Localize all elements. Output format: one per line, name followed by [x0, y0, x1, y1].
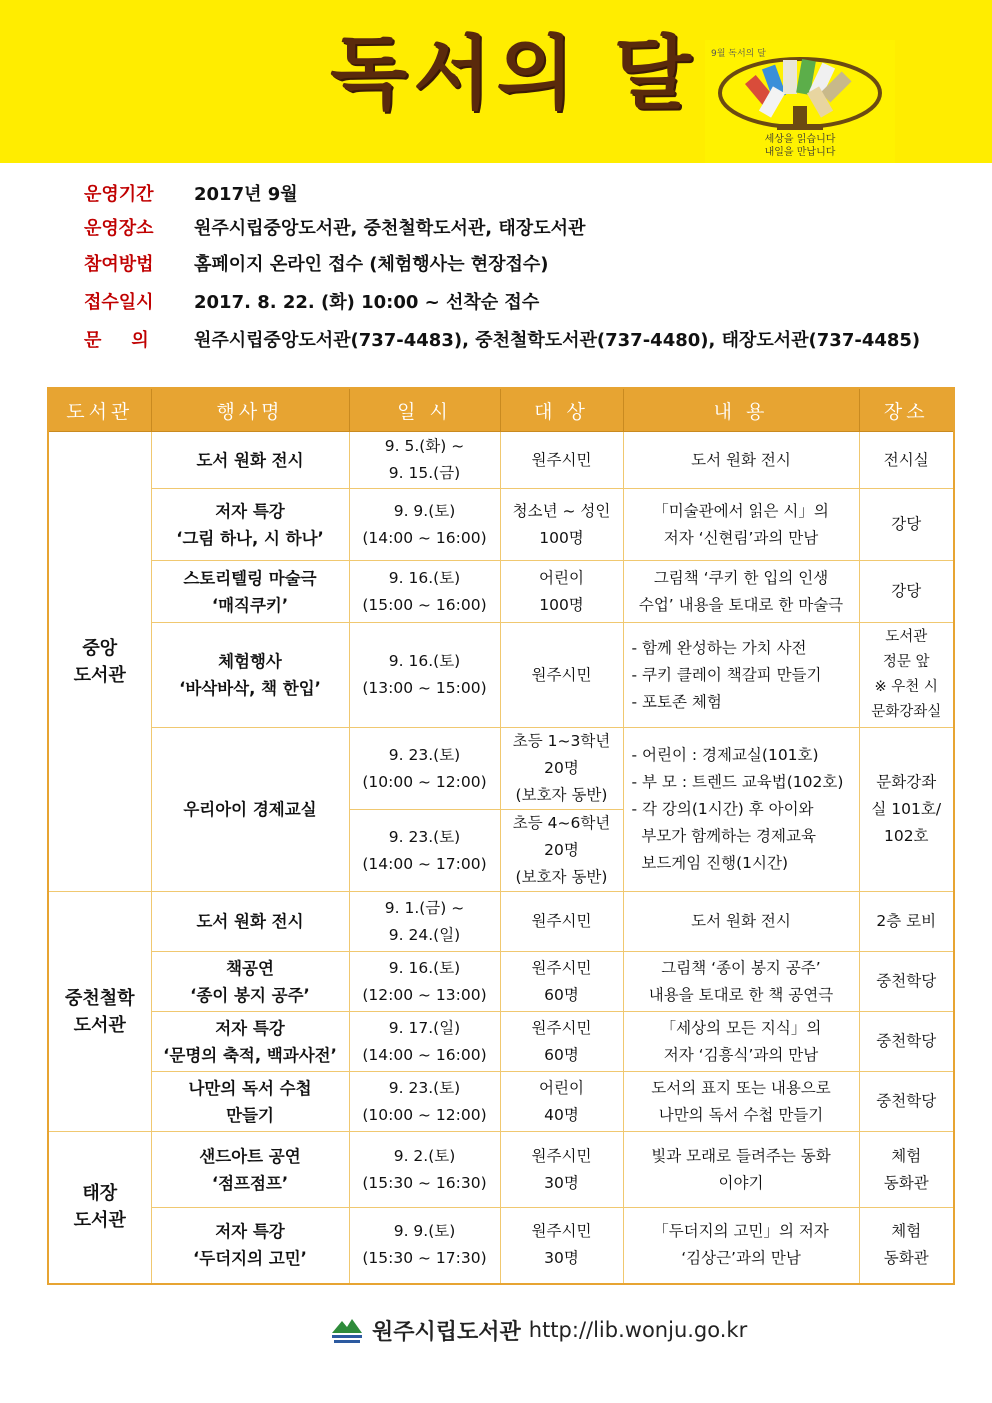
event-name: 도서 원화 전시: [151, 892, 349, 952]
library-url-link[interactable]: http://lib.wonju.go.kr: [528, 1318, 748, 1342]
info-row-period: [84, 178, 298, 208]
event-target: 원주시민 30명: [500, 1208, 623, 1284]
event-date: 9. 9.(토) (15:30 ~ 17:30): [349, 1208, 500, 1284]
event-content: 「미술관에서 읽은 시」의 저자 ‘신현림’과의 만남: [623, 489, 859, 561]
info-value: 홈페이지 온라인 접수 (체험행사는 현장접수): [194, 254, 549, 275]
event-content: 그림책 ‘종이 봉지 공주’ 내용을 토대로 한 책 공연극: [623, 952, 859, 1012]
table-row: [48, 1072, 954, 1132]
event-date: 9. 23.(토) (10:00 ~ 12:00): [349, 1072, 500, 1132]
event-content: 그림책 ‘쿠키 한 입의 인생 수업’ 내용을 토대로 한 마술극: [623, 561, 859, 623]
info-label: 문의: [84, 330, 179, 351]
table-row: [48, 561, 954, 623]
info-value: 원주시립중앙도서관, 중천철학도서관, 태장도서관: [194, 218, 586, 239]
event-date: 9. 16.(토) (15:00 ~ 16:00): [349, 561, 500, 623]
banner: [0, 0, 992, 163]
library-cell: 중천철학 도서관: [48, 892, 151, 1132]
event-date: 9. 23.(토) (14:00 ~ 17:00): [349, 810, 500, 892]
page-title: 독서의 달: [330, 27, 697, 120]
event-name: 스토리텔링 마술극 ‘매직쿠키’: [151, 561, 349, 623]
header-event: 행사명: [151, 388, 349, 432]
event-name: 나만의 독서 수첩 만들기: [151, 1072, 349, 1132]
footer: [330, 1310, 747, 1350]
event-target: 원주시민 30명: [500, 1132, 623, 1208]
event-name: 저자 특강 ‘문명의 축적, 백과사전’: [151, 1012, 349, 1072]
event-name: 체험행사 ‘바삭바삭, 책 한입’: [151, 623, 349, 728]
event-target: 원주시민: [500, 623, 623, 728]
event-place: 중천학당: [859, 1072, 954, 1132]
event-target: 어린이 100명: [500, 561, 623, 623]
event-content: - 어린이 : 경제교실(101호) - 부 모 : 트렌드 교육법(102호) - 각 강의(1시간) 후 아이와 부모가 함께하는 경제교육 보드게임 진행(1시간): [623, 728, 859, 892]
event-date: 9. 16.(토) (13:00 ~ 15:00): [349, 623, 500, 728]
event-place: 전시실: [859, 432, 954, 489]
poster-slogan: 세상을 읽습니다 내일을 만납니다: [764, 134, 836, 158]
event-name: 책공연 ‘종이 봉지 공주’: [151, 952, 349, 1012]
event-target: 원주시민 60명: [500, 1012, 623, 1072]
event-content: 도서의 표지 또는 내용으로 나만의 독서 수첩 만들기: [623, 1072, 859, 1132]
event-table: [47, 387, 955, 1285]
table-row: [48, 432, 954, 489]
library-cell: 중앙 도서관: [48, 432, 151, 892]
header-content: 내 용: [623, 388, 859, 432]
header-library: 도서관: [48, 388, 151, 432]
event-place: 2층 로비: [859, 892, 954, 952]
event-place: 강당: [859, 489, 954, 561]
event-target: 원주시민: [500, 432, 623, 489]
poster-image: [705, 40, 895, 163]
info-label: 운영장소: [84, 218, 154, 239]
mountain-logo-icon: [330, 1313, 364, 1347]
info-value: 2017. 8. 22. (화) 10:00 ~ 선착순 접수: [194, 292, 540, 313]
book-wheel-icon: [705, 48, 895, 143]
event-date: 9. 9.(토) (14:00 ~ 16:00): [349, 489, 500, 561]
event-place: 강당: [859, 561, 954, 623]
info-value: 원주시립중앙도서관(737-4483), 중천철학도서관(737-4480), 태장도서관(737-4485): [194, 330, 921, 351]
event-name: 도서 원화 전시: [151, 432, 349, 489]
event-name: 우리아이 경제교실: [151, 728, 349, 892]
event-content: 도서 원화 전시: [623, 432, 859, 489]
event-date: 9. 16.(토) (12:00 ~ 13:00): [349, 952, 500, 1012]
event-place: 중천학당: [859, 952, 954, 1012]
event-target: 어린이 40명: [500, 1072, 623, 1132]
info-value: 2017년 9월: [194, 184, 298, 205]
event-name: 저자 특강 ‘그림 하나, 시 하나’: [151, 489, 349, 561]
table-row: [48, 489, 954, 561]
library-cell: 태장 도서관: [48, 1132, 151, 1284]
info-row-contact: [84, 324, 920, 354]
info-label: 접수일시: [84, 292, 154, 313]
event-place: 체험 동화관: [859, 1208, 954, 1284]
poster-caption: 9월 독서의 달: [711, 49, 766, 59]
info-row-registration: [84, 286, 539, 316]
header-date: 일 시: [349, 388, 500, 432]
header-place: 장소: [859, 388, 954, 432]
event-content: - 함께 완성하는 가치 사전 - 쿠키 클레이 책갈피 만들기 - 포토존 체험: [623, 623, 859, 728]
event-target: 청소년 ~ 성인 100명: [500, 489, 623, 561]
event-content: 「세상의 모든 지식」의 저자 ‘김흥식’과의 만남: [623, 1012, 859, 1072]
event-target: 원주시민 60명: [500, 952, 623, 1012]
info-label: 운영기간: [84, 184, 154, 205]
table-row: [48, 952, 954, 1012]
info-row-place: [84, 212, 585, 242]
event-date: 9. 2.(토) (15:30 ~ 16:30): [349, 1132, 500, 1208]
table-header-row: [48, 388, 954, 432]
library-name: 원주시립도서관: [372, 1319, 521, 1345]
event-name: 저자 특강 ‘두더지의 고민’: [151, 1208, 349, 1284]
event-date: 9. 5.(화) ~ 9. 15.(금): [349, 432, 500, 489]
info-label: 참여방법: [84, 254, 154, 275]
event-place: 문화강좌 실 101호/ 102호: [859, 728, 954, 892]
event-target: 초등 1~3학년 20명 (보호자 동반): [500, 728, 623, 810]
table-row: [48, 892, 954, 952]
event-date: 9. 17.(일) (14:00 ~ 16:00): [349, 1012, 500, 1072]
event-content: 빛과 모래로 들려주는 동화 이야기: [623, 1132, 859, 1208]
event-place: 체험 동화관: [859, 1132, 954, 1208]
event-content: 도서 원화 전시: [623, 892, 859, 952]
event-name: 샌드아트 공연 ‘점프점프’: [151, 1132, 349, 1208]
info-row-method: [84, 248, 549, 278]
event-target: 초등 4~6학년 20명 (보호자 동반): [500, 810, 623, 892]
table-row: [48, 623, 954, 728]
table-row: [48, 1132, 954, 1208]
event-date: 9. 23.(토) (10:00 ~ 12:00): [349, 728, 500, 810]
table-row: [48, 1012, 954, 1072]
event-target: 원주시민: [500, 892, 623, 952]
table-row: [48, 728, 954, 810]
event-date: 9. 1.(금) ~ 9. 24.(일): [349, 892, 500, 952]
table-row: [48, 1208, 954, 1284]
event-content: 「두더지의 고민」의 저자 ‘김상근’과의 만남: [623, 1208, 859, 1284]
header-target: 대 상: [500, 388, 623, 432]
event-place: 도서관 정문 앞 ※ 우천 시 문화강좌실: [859, 623, 954, 728]
event-place: 중천학당: [859, 1012, 954, 1072]
